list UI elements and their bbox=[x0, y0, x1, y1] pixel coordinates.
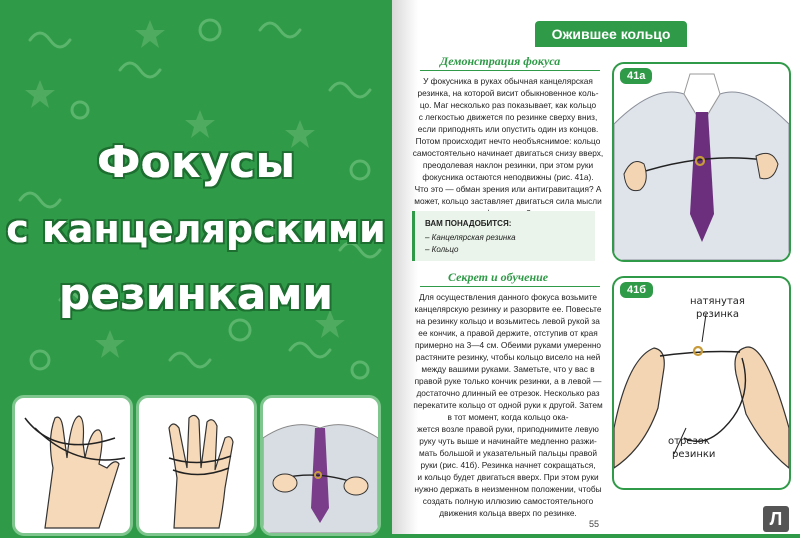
demo-line: У фокусника в руках обычная канцелярская bbox=[423, 76, 593, 86]
needed-items-box bbox=[412, 211, 595, 261]
label-band-piece-2: резинки bbox=[672, 449, 716, 460]
demo-line: самостоятельно начинает двигаться снизу вверх, bbox=[412, 148, 604, 158]
needed-item: – Канцелярская резинка bbox=[425, 233, 516, 242]
secret-line: Для осуществления данного фокуса возьмите bbox=[418, 292, 598, 302]
demo-line: Потом происходит нечто необъяснимое: кольцо bbox=[415, 136, 601, 146]
figure-41b-label: 41б bbox=[620, 282, 653, 298]
left-title bbox=[0, 130, 392, 328]
secret-line: нужно держать в неизменном положении, чтобы bbox=[414, 484, 602, 494]
secret-line: достаточно длинный ее отрезок. Несколько раз bbox=[416, 388, 600, 398]
secret-line: растяните резинку, чтобы кольцо висело на ней bbox=[415, 352, 601, 362]
bottom-strip bbox=[392, 534, 800, 538]
secret-line: в тот момент, когда кольцо ока- bbox=[447, 412, 569, 422]
secret-line: канцелярскую резинку и разорвите ее. Повесьте bbox=[414, 304, 602, 314]
secret-line: руку чуть выше и начинайте медленно разжи- bbox=[419, 436, 597, 446]
demo-line: цо. Маг несколько раз показывает, как кольцо bbox=[419, 100, 597, 110]
left-title-line-2: с канцелярскими bbox=[6, 207, 386, 251]
thumbnail-hand-1 bbox=[12, 395, 133, 536]
secret-line: руки (рис. 41б). Резинка начнет сокращаться, bbox=[420, 460, 596, 470]
hand-stretch-illustration bbox=[15, 398, 130, 533]
secret-line: создать полную иллюзию самостоятельного bbox=[422, 496, 594, 506]
secret-line: жется возле правой руки, приподнимите левую bbox=[417, 424, 599, 434]
demo-line: преодолевая наклон резинки, при этом руки bbox=[422, 160, 594, 170]
demo-heading-rule bbox=[420, 70, 600, 71]
secret-heading-rule bbox=[420, 286, 600, 287]
secret-heading: Секрет и обучение bbox=[448, 270, 549, 284]
magician-ring-illustration bbox=[614, 64, 789, 260]
demo-line: фокусника остаются неподвижны (рис. 41а). bbox=[422, 172, 594, 182]
secret-line: и кольцо будет двигаться вверх. При этом руки bbox=[417, 472, 599, 482]
demo-line: если приподнять или опустить один из концов. bbox=[417, 124, 599, 134]
magician-illustration bbox=[263, 398, 378, 533]
left-title-line-3: резинками bbox=[58, 269, 334, 320]
label-stretched-band: натянутая bbox=[690, 296, 745, 307]
secret-line: правой руке только кончик резинки, а в левой — bbox=[414, 376, 602, 386]
publisher-logo-icon: Л bbox=[763, 506, 789, 532]
thumbnail-hand-2 bbox=[136, 395, 257, 536]
thumbnail-magician bbox=[260, 395, 381, 536]
needed-item: – Кольцо bbox=[425, 245, 459, 254]
demo-line: резинка, на которой висит обыкновенное коль- bbox=[417, 88, 599, 98]
demo-text bbox=[412, 75, 604, 219]
secret-line: движения кольца вверх по резинке. bbox=[439, 508, 577, 518]
thumbnail-strip bbox=[8, 395, 392, 538]
left-title-line-1: Фокусы bbox=[96, 137, 296, 188]
secret-line: ее кончик, а правой держите, отступив от края bbox=[418, 328, 598, 338]
demo-line: с легкостью движется по резинке сверху вниз, bbox=[418, 112, 598, 122]
figure-41a-label: 41а bbox=[620, 68, 652, 84]
open-hand-illustration bbox=[139, 398, 254, 533]
secret-line: перекатите кольцо от одной руки к другой. Затем bbox=[413, 400, 603, 410]
demo-heading: Демонстрация фокуса bbox=[440, 54, 561, 68]
secret-line: примерно на 3—4 см. Обеими руками умеренно bbox=[414, 340, 602, 350]
demo-line: может, кольцо заставляет двигаться сила мысли bbox=[414, 196, 602, 206]
secret-line: на резинку кольцо и возьмитесь левой рукой за bbox=[416, 316, 600, 326]
figure-41a bbox=[612, 62, 791, 262]
page-number: 55 bbox=[589, 519, 600, 529]
section-title: Ожившее кольцо bbox=[535, 21, 687, 47]
left-page bbox=[0, 0, 392, 538]
secret-line: между вашими руками. Заметьте, что у вас в bbox=[421, 364, 595, 374]
label-band-piece: отрезок bbox=[668, 436, 710, 447]
secret-line: мать большой и указательный пальцы правой bbox=[418, 448, 598, 458]
demo-line: Что это — обман зрения или антигравитация? А bbox=[414, 184, 602, 194]
needed-items-title: ВАМ ПОНАДОБИТСЯ: bbox=[425, 219, 512, 228]
label-stretched-band-2: резинка bbox=[696, 309, 740, 320]
secret-text bbox=[412, 291, 604, 519]
